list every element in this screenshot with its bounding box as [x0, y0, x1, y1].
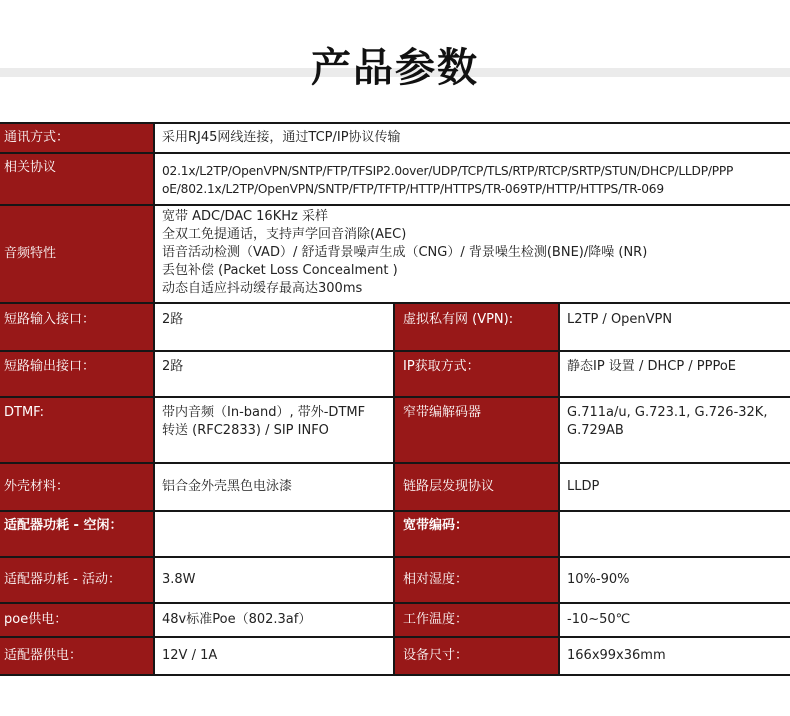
- lldp-value: LLDP: [560, 464, 790, 510]
- vpn-label: 虚拟私有网 (VPN):: [395, 304, 558, 350]
- adapter-supply-label: 适配器供电：: [0, 638, 153, 674]
- audio-line-1: 宽带 ADC/DAC 16KHz 采样: [162, 209, 328, 224]
- protocols-line-2: oE/802.1x/L2TP/OpenVPN/SNTP/FTP/TFTP/HTTP/HTTPS/TR-069TP/HTTP/HTTPS/TR-069: [162, 182, 664, 196]
- comm-value: 采用RJ45网线连接，通过TCP/IP协议传输: [155, 124, 790, 152]
- protocols-value: [155, 154, 790, 204]
- wideband-codec-label: 宽带编码：: [395, 512, 558, 556]
- output-ports-label: 短路输出接口：: [0, 352, 153, 396]
- humidity-value: 10%-90%: [560, 558, 790, 602]
- input-ports-value: 2路: [155, 304, 393, 350]
- audio-line-4: 丢包补偿 (Packet Loss Concealment ): [162, 263, 398, 278]
- housing-value: 铝合金外壳黑色电泳漆: [155, 464, 393, 510]
- lldp-label: 链路层发现协议: [395, 464, 558, 510]
- narrowband-codec-value: [560, 398, 790, 462]
- output-ports-value: 2路: [155, 352, 393, 396]
- ip-mode-value: 静态IP 设置 / DHCP / PPPoE: [560, 352, 790, 396]
- dimensions-label: 设备尺寸：: [395, 638, 558, 674]
- narrowband-codec-label: 窄带编解码器: [395, 398, 558, 462]
- ip-mode-label: IP获取方式：: [395, 352, 558, 396]
- active-power-label: 适配器功耗 - 活动：: [0, 558, 153, 602]
- active-power-value: 3.8W: [155, 558, 393, 602]
- housing-label: 外壳材料：: [0, 464, 153, 510]
- humidity-label: 相对湿度：: [395, 558, 558, 602]
- protocols-line-1: 02.1x/L2TP/OpenVPN/SNTP/FTP/TFSIP2.0over/UDP/TCP/TLS/RTP/RTCP/SRTP/STUN/DHCP/LLDP/PPP: [162, 164, 734, 178]
- poe-value: 48v标准Poe（802.3af）: [155, 604, 393, 636]
- wideband-codec-value: [560, 512, 790, 556]
- audio-value: [155, 206, 790, 302]
- comm-label: 通讯方式：: [0, 124, 153, 152]
- audio-line-3: 语音活动检测（VAD）/ 舒适背景噪声生成（CNG）/ 背景噪生检测(BNE)/降噪 (NR): [162, 245, 648, 260]
- vpn-value: L2TP / OpenVPN: [560, 304, 790, 350]
- dtmf-label: DTMF:: [0, 398, 153, 462]
- dtmf-line-2: 转送 (RFC2833) / SIP INFO: [162, 423, 329, 438]
- idle-power-value: [155, 512, 393, 556]
- dimensions-value: 166x99x36mm: [560, 638, 790, 674]
- temperature-label: 工作温度：: [395, 604, 558, 636]
- input-ports-label: 短路输入接口：: [0, 304, 153, 350]
- codec-line-1: G.711a/u, G.723.1, G.726-32K,: [567, 405, 768, 420]
- codec-line-2: G.729AB: [567, 423, 624, 438]
- dtmf-line-1: 带内音频（In-band）, 带外-DTMF: [162, 405, 366, 420]
- poe-label: poe供电：: [0, 604, 153, 636]
- adapter-supply-value: 12V / 1A: [155, 638, 393, 674]
- audio-label: 音频特性: [0, 206, 153, 302]
- dtmf-value: [155, 398, 393, 462]
- idle-power-label: 适配器功耗 - 空闲：: [0, 512, 153, 556]
- page-title: 产品参数: [311, 45, 479, 91]
- temperature-value: -10~50℃: [560, 604, 790, 636]
- protocols-label: 相关协议: [0, 154, 153, 204]
- audio-line-2: 全双工免提通话，支持声学回音消除(AEC): [162, 227, 407, 242]
- audio-line-5: 动态自适应抖动缓存最高达300ms: [162, 281, 363, 296]
